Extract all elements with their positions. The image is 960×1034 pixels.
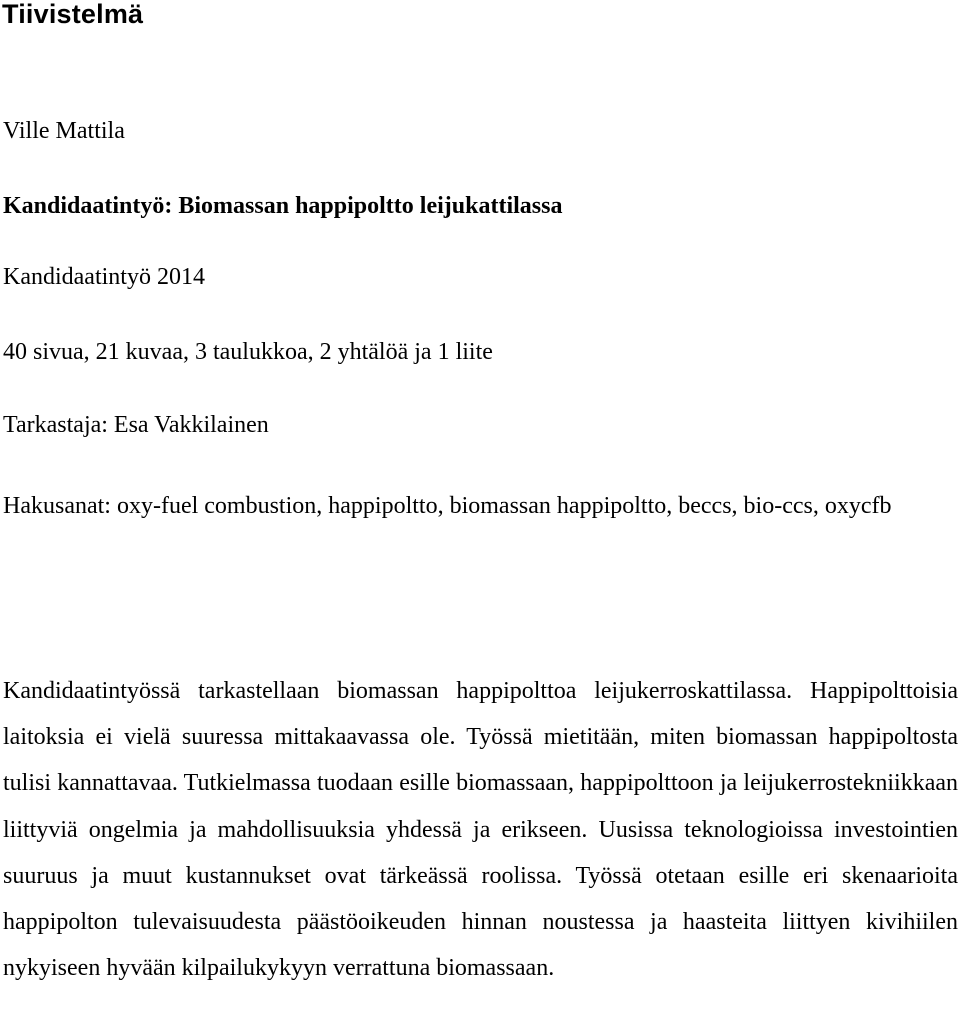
thesis-type-year: Kandidaatintyö 2014 [3,264,205,290]
thesis-keywords: Hakusanat: oxy-fuel combustion, happipoltto, biomassan happipoltto, beccs, bio-ccs, oxycfb [3,493,892,519]
thesis-title: Kandidaatintyö: Biomassan happipoltto leijukattilassa [3,193,563,219]
thesis-examiner: Tarkastaja: Esa Vakkilainen [3,412,269,438]
author-name: Ville Mattila [3,118,125,144]
abstract-body: Kandidaatintyössä tarkastellaan biomassan happipolttoa leijukerroskattilassa. Happipolttoisia laitoksia ei vielä suuressa mittakaavassa ole. Työssä mietitään, miten biomassan happipoltosta tulisi kannattavaa. Tutkielmassa tuodaan esille biomassaan, happipolttoon ja leijukerrostekniikkaan liittyviä ongelmia ja mahdollisuuksia yhdessä ja erikseen. Uusissa teknologioissa investointien suuruus ja muut kustannukset ovat tärkeässä roolissa. Työssä otetaan esille eri skenaarioita happipolton tulevaisuudesta päästöoikeuden hinnan noustessa ja haasteita liittyen kivihiilen nykyiseen hyvään kilpailukykyyn verrattuna biomassaan. [3,678,958,982]
abstract-heading: Tiivistelmä [2,0,144,29]
thesis-extent: 40 sivua, 21 kuvaa, 3 taulukkoa, 2 yhtälöä ja 1 liite [3,339,493,365]
